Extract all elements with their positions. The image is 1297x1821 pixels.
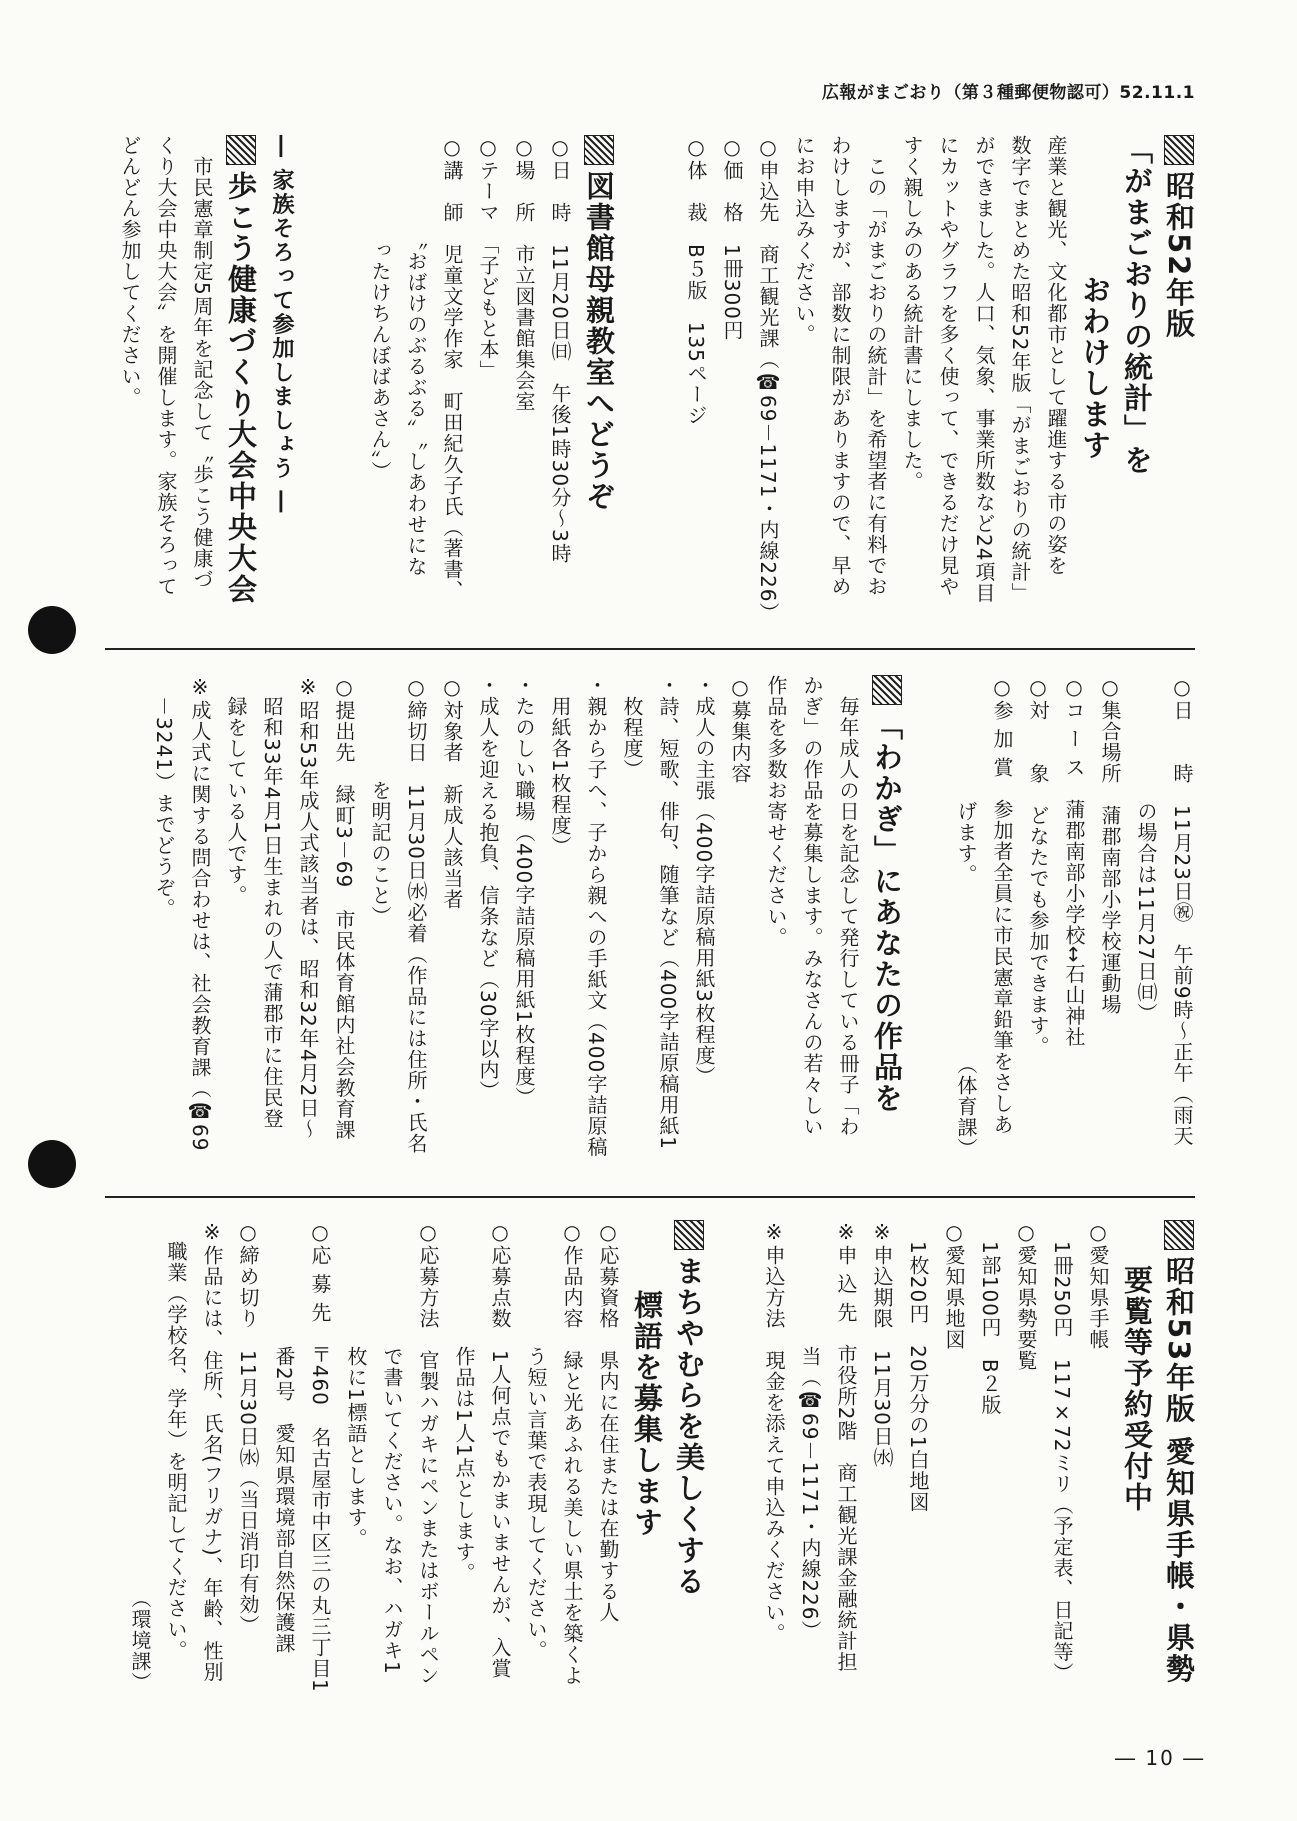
stats-line: 産業と観光、文化都市として躍進する市の姿を xyxy=(1044,135,1068,576)
walk-detail-line: ○日 時 11月23日㊗ 午前9時～正午（雨天 xyxy=(1170,675,1194,1147)
techo-line: ○愛知県勢要覧 xyxy=(1014,1220,1038,1371)
slogan-article xyxy=(120,1220,710,1740)
wakagi-line: ・詩、短歌、俳句、随筆など（400字詰原稿用紙1 xyxy=(656,675,680,1150)
wakagi-line: かぎ」の作品を募集します。みなさんの若々しい xyxy=(800,675,824,1137)
stats-article xyxy=(660,135,1200,640)
walk-detail-line: ○参 加 賞 参加者全員に市民憲章鉛筆をさしあ xyxy=(990,675,1014,1135)
walk-detail-article xyxy=(930,675,1200,1185)
stats-line: ○体 裁 B５版 135ページ xyxy=(684,135,708,426)
slogan-line: ○締め切り 11月30日㈬（当日消印有効） xyxy=(236,1220,260,1636)
slogan-line: 番2号 愛知県環境部自然保護課 xyxy=(272,1220,296,1654)
wakagi-line: ・たのしい職場（400字詰原稿用紙1枚程度） xyxy=(512,675,536,1108)
slogan-line: ○応募点数 1人何点でもかまいませんが、入賞 xyxy=(488,1220,512,1679)
binder-hole-top xyxy=(28,606,76,654)
walk-detail-line: ○対 象 どなたでも参加できます。 xyxy=(1026,675,1050,1057)
stats-line: ○申込先 商工観光課（☎69－1171・内線226） xyxy=(756,135,780,624)
wakagi-line: 作品を多数お寄せください。 xyxy=(764,675,788,948)
slogan-line: で書いてください。なお、ハガキ1 xyxy=(380,1220,404,1675)
slogan-line: 作品は1人1点とします。 xyxy=(452,1220,476,1584)
library-line: ○日 時 11月20日㈰ 午後1時30分～3時 xyxy=(548,135,572,564)
stats-line: ○価 格 1冊300円 xyxy=(720,135,744,341)
walk-detail-line: げます。 （体育課） xyxy=(954,675,978,1159)
library-line: ったけちんぼばあさん〟） xyxy=(368,135,392,482)
wakagi-line: 枚程度） xyxy=(620,675,644,780)
techo-line: ○愛知県手帳 xyxy=(1086,1220,1110,1350)
library-title: 図書館母親教室へどうぞ xyxy=(578,135,620,640)
wakagi-line: ○対象者 新成人該当者 xyxy=(440,675,464,910)
slogan-line: 枚に1標語とします。 xyxy=(344,1220,368,1549)
slogan-line: （環境課） xyxy=(128,1220,152,1693)
wakagi-line: 昭和33年4月1日生まれの人で蒲郡市に住民登 xyxy=(260,675,284,1129)
library-line: 〝おばけのぶるぶる〟〝しあわせにな xyxy=(404,135,428,577)
stats-line: この「がまごおりの統計」を希望者に有料でお xyxy=(864,135,888,597)
wakagi-line: ・成人を迎える抱負、信条など（30字以内） xyxy=(476,675,500,1102)
wakagi-article xyxy=(108,675,908,1185)
hatch-icon xyxy=(872,675,902,705)
wakagi-line: －3241）までどうぞ。 xyxy=(152,675,176,919)
section-divider-top xyxy=(105,648,1195,650)
wakagi-line: ※昭和53年成人式該当者は、昭和32年4月2日～ xyxy=(296,675,320,1140)
techo-title-2: 要覧等予約受付中 xyxy=(1120,1265,1154,1513)
techo-line: ※申込期限 11月30日㈬ xyxy=(870,1220,894,1468)
library-line: ○場 所 市立図書館集会室 xyxy=(512,135,536,412)
wakagi-title: 「わかぎ」にあなたの作品を xyxy=(866,675,908,1185)
stats-line: すく親しみのある統計書にしました。 xyxy=(900,135,924,492)
walk-line: 市民憲章制定5周年を記念して〝歩こう健康づ xyxy=(190,135,214,590)
slogan-line: う短い言葉で表現してください。 xyxy=(524,1220,548,1661)
slogan-title-1: まちやむらを美しくする xyxy=(668,1220,710,1740)
stats-title-1: 昭和52年版 xyxy=(1158,135,1200,640)
stats-line: 数字でまとめた昭和52年版「がまごおりの統計」 xyxy=(1008,135,1032,604)
techo-line: ※申 込 先 市役所2階 商工観光課金融統計担 xyxy=(834,1220,858,1673)
slogan-line: ○応 募 先 〒460 名古屋市中区三の丸三丁目1 xyxy=(308,1220,332,1693)
wakagi-line: ※成人式に関する問合わせは、社会教育課（☎69 xyxy=(188,675,212,1152)
hatch-icon xyxy=(674,1220,704,1250)
wakagi-line: を明記のこと） xyxy=(368,675,392,927)
slogan-line: ○応募資格 県内に在住または在勤する人 xyxy=(596,1220,620,1623)
stats-line: にお申込みください。 xyxy=(792,135,816,345)
library-line: ○講 師 児童文学作家 町田紀久子氏（著書、 xyxy=(440,135,464,601)
walk-line: くり大会中央大会〟を開催します。家族そろって xyxy=(154,135,178,597)
masthead: 広報がまごおり（第３種郵便物認可）52.11.1 xyxy=(821,83,1195,103)
stats-line: わけしますが、部数に制限がありますので、早め xyxy=(828,135,852,597)
wakagi-line: ○締切日 11月30日㈬必着（作品には住所・氏名 xyxy=(404,675,428,1154)
walk-detail-line: ○集合場所 蒲郡南部小学校運動場 xyxy=(1098,675,1122,1015)
slogan-title-2: 標語を募集します xyxy=(630,1290,664,1538)
section-divider-bottom xyxy=(105,1196,1195,1198)
techo-title-1: 昭和53年版 愛知県手帳・県勢 xyxy=(1158,1220,1200,1740)
wakagi-line: 毎年成人の日を記念して発行している冊子「わ xyxy=(836,675,860,1137)
walk-detail-line: の場合は11月27日㈰） xyxy=(1134,675,1158,1024)
wakagi-line: 録をしている人です。 xyxy=(224,675,248,906)
stats-line: にカットやグラフを多く使って、できるだけ見や xyxy=(936,135,960,597)
walk-subtitle: ― 家族そろって参加しましょう ― xyxy=(269,135,294,515)
walk-detail-line: ○コ ー ス 蒲郡南部小学校↔石山神社 xyxy=(1062,675,1086,1048)
techo-line: ※申込方法 現金を添えて申込みください。 xyxy=(762,1220,786,1644)
stats-title-3: おわけします xyxy=(1078,275,1112,461)
wakagi-line: ○募集内容 xyxy=(728,675,752,784)
stats-line: ができました。人口、気象、事業所数など24項目 xyxy=(972,135,996,604)
hatch-icon xyxy=(226,135,256,165)
wakagi-line: ・成人の主張（400字詰原稿用紙3枚程度） xyxy=(692,675,716,1087)
stats-title-2: 「がまごおりの統計」を xyxy=(1120,135,1154,476)
hatch-icon xyxy=(1164,135,1194,165)
techo-line: 1冊250円 117×72ミリ（予定表、日記等） xyxy=(1050,1220,1074,1684)
slogan-line: ※作品には、住所、氏名(フリガナ)、年齢、性別 xyxy=(200,1220,224,1683)
walk-line: どんどん参加してください。 xyxy=(118,135,142,408)
techo-line: 1枚20円 20万分の1白地図 xyxy=(906,1220,930,1513)
hatch-icon xyxy=(1164,1220,1194,1250)
hatch-icon xyxy=(584,135,614,165)
techo-line: 当（☎69－1171・内線226） xyxy=(798,1220,822,1642)
techo-line: 1部100円 B２版 xyxy=(978,1220,1002,1416)
library-line: ○テーマ 「子どもと本」 xyxy=(476,135,500,381)
slogan-line: ○応募方法 官製ハガキにペンまたはボールペン xyxy=(416,1220,440,1686)
wakagi-line: 用紙各1枚程度） xyxy=(548,675,572,857)
library-article xyxy=(330,135,620,640)
slogan-line: ○作品内容 緑と光あふれる美しい県土を築くよ xyxy=(560,1220,584,1686)
binder-hole-bottom xyxy=(28,1140,76,1188)
walk-title: 歩こう健康づくり大会中央大会 xyxy=(220,135,262,640)
page-number: ― 10 ― xyxy=(1115,1746,1206,1770)
wakagi-line: ○提出先 緑町3－69 市民体育館内社会教育課 xyxy=(332,675,356,1141)
walk-article xyxy=(100,135,300,640)
wakagi-line: ・親から子へ、子から親への手紙文（400字詰原稿 xyxy=(584,675,608,1158)
techo-article xyxy=(730,1220,1200,1740)
slogan-line: 職業（学校名、学年）を明記してください。 xyxy=(164,1220,188,1661)
techo-line: ○愛知県地図 xyxy=(942,1220,966,1350)
